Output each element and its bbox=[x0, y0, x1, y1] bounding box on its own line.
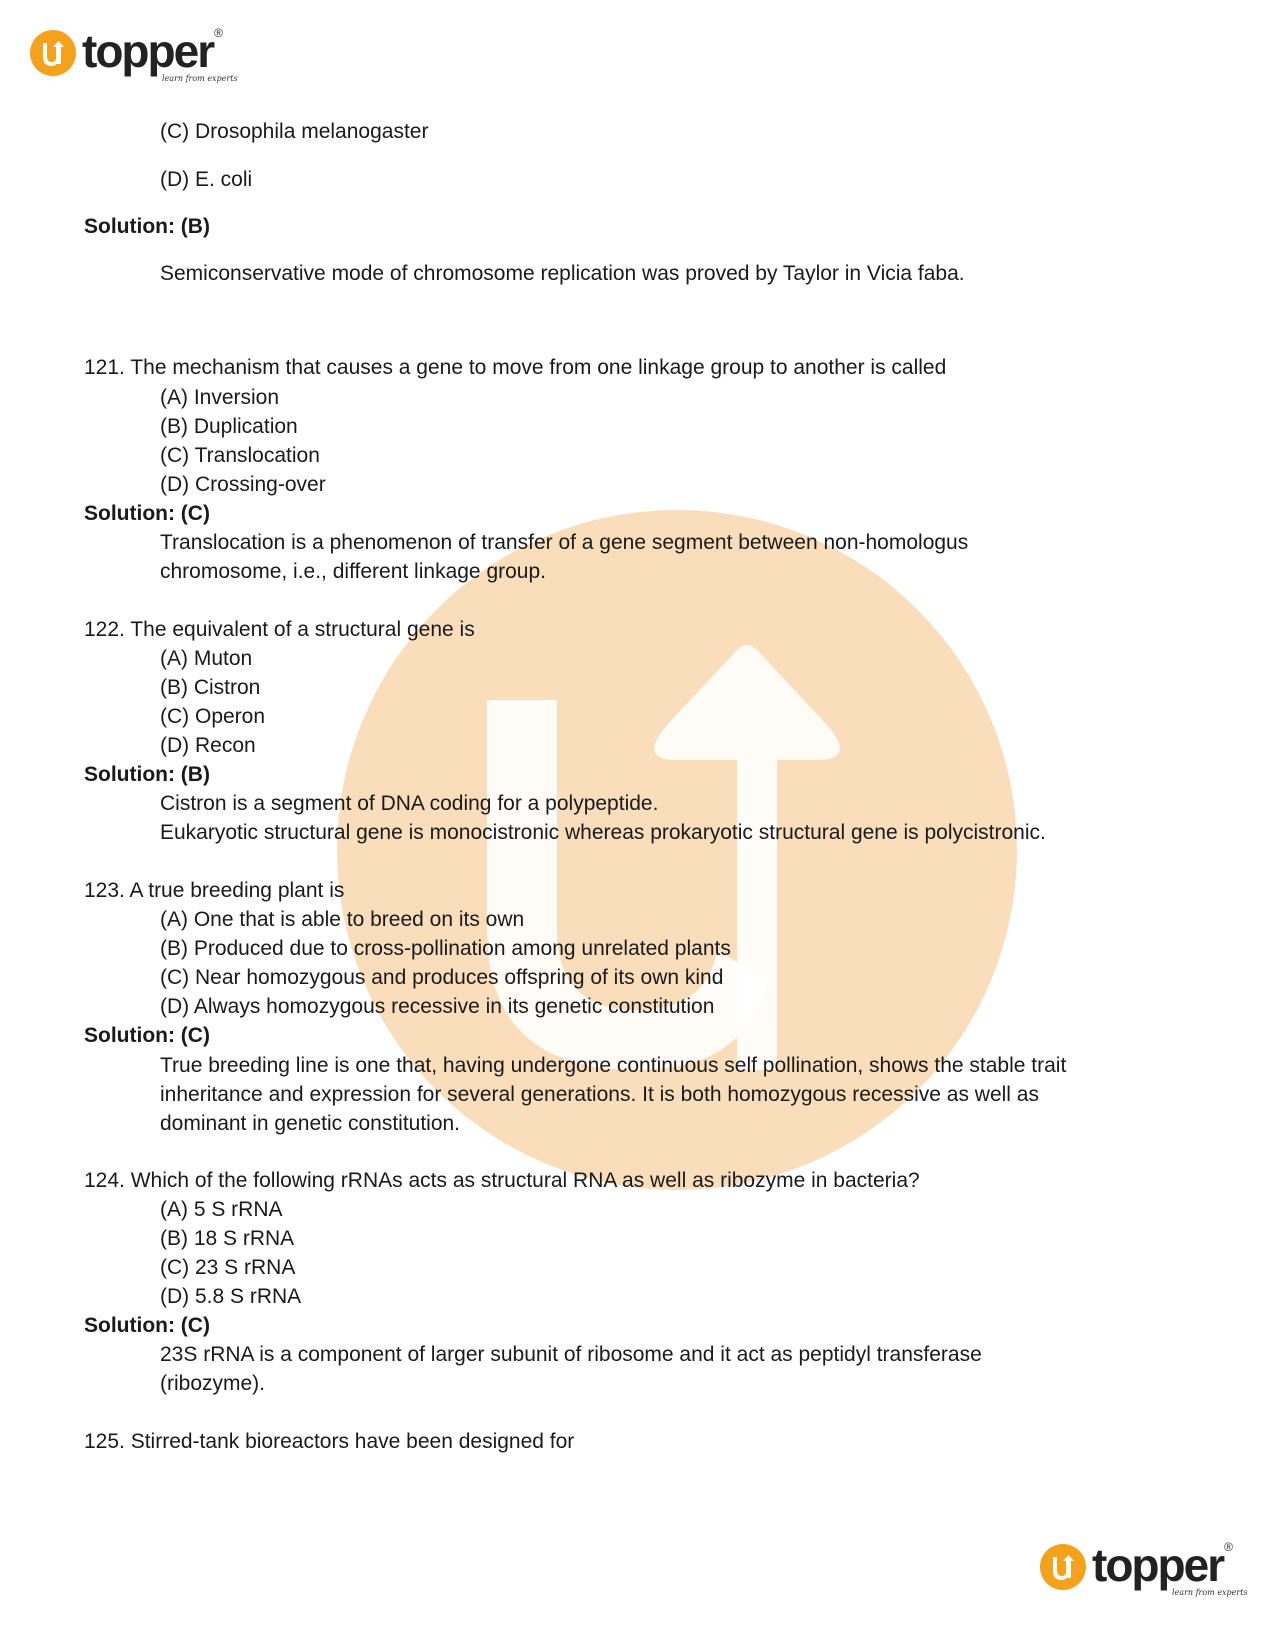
solution-label: Solution: (C) bbox=[84, 1024, 210, 1047]
option: (B) Duplication bbox=[160, 415, 298, 438]
option: (D) 5.8 S rRNA bbox=[160, 1285, 302, 1308]
registered-mark: ® bbox=[214, 26, 223, 40]
question-124: 124. Which of the following rRNAs acts as structural RNA as well as ribozyme in bacteria? bbox=[84, 1169, 920, 1192]
option: (B) Produced due to cross-pollination among unrelated plants bbox=[160, 937, 731, 960]
question-121: 121. The mechanism that causes a gene to move from one linkage group to another is called bbox=[84, 356, 947, 379]
solution-label: Solution: (B) bbox=[84, 763, 210, 786]
explanation-line: 23S rRNA is a component of larger subunit of ribosome and it act as peptidyl transferase bbox=[160, 1343, 982, 1366]
option: (C) Drosophila melanogaster bbox=[160, 120, 429, 143]
explanation-line: True breeding line is one that, having undergone continuous self pollination, shows the stable trait bbox=[160, 1054, 1067, 1077]
explanation-line: inheritance and expression for several generations. It is both homozygous recessive as well as bbox=[160, 1083, 1039, 1106]
option: (C) Translocation bbox=[160, 444, 320, 467]
option: (D) Recon bbox=[160, 734, 256, 757]
question-122: 122. The equivalent of a structural gene is bbox=[84, 618, 475, 641]
option: (A) Muton bbox=[160, 647, 253, 670]
solution-label: Solution: (C) bbox=[84, 1314, 210, 1337]
option: (A) 5 S rRNA bbox=[160, 1198, 283, 1221]
option: (A) One that is able to breed on its own bbox=[160, 908, 525, 931]
explanation-line: (ribozyme). bbox=[160, 1372, 266, 1395]
option: (B) Cistron bbox=[160, 676, 261, 699]
option: (D) E. coli bbox=[160, 168, 253, 191]
question-123: 123. A true breeding plant is bbox=[84, 879, 345, 902]
question-125: 125. Stirred-tank bioreactors have been designed for bbox=[84, 1430, 575, 1453]
solution-label: Solution: (B) bbox=[84, 215, 210, 238]
option: (D) Always homozygous recessive in its genetic constitution bbox=[160, 995, 715, 1018]
solution-label: Solution: (C) bbox=[84, 502, 210, 525]
explanation-line: chromosome, i.e., different linkage group. bbox=[160, 560, 546, 583]
option: (C) Operon bbox=[160, 705, 266, 728]
explanation-line: Eukaryotic structural gene is monocistronic whereas prokaryotic structural gene is polycistronic. bbox=[160, 821, 1046, 844]
registered-mark: ® bbox=[1224, 1540, 1233, 1554]
option: (A) Inversion bbox=[160, 386, 280, 409]
logo-tagline: learn from experts bbox=[162, 74, 238, 83]
option: (D) Crossing-over bbox=[160, 473, 326, 496]
option: (B) 18 S rRNA bbox=[160, 1227, 295, 1250]
logo-brand-text: topper bbox=[1092, 1539, 1224, 1591]
explanation-line: Translocation is a phenomenon of transfer of a gene segment between non-homologus bbox=[160, 531, 969, 554]
option: (C) 23 S rRNA bbox=[160, 1256, 296, 1279]
logo-brand-text: topper bbox=[82, 25, 214, 77]
explanation-line: Semiconservative mode of chromosome replication was proved by Taylor in Vicia faba. bbox=[160, 262, 965, 285]
logo-tagline: learn from experts bbox=[1172, 1588, 1248, 1597]
explanation-line: dominant in genetic constitution. bbox=[160, 1112, 461, 1135]
explanation-line: Cistron is a segment of DNA coding for a polypeptide. bbox=[160, 792, 659, 815]
option: (C) Near homozygous and produces offspring of its own kind bbox=[160, 966, 724, 989]
